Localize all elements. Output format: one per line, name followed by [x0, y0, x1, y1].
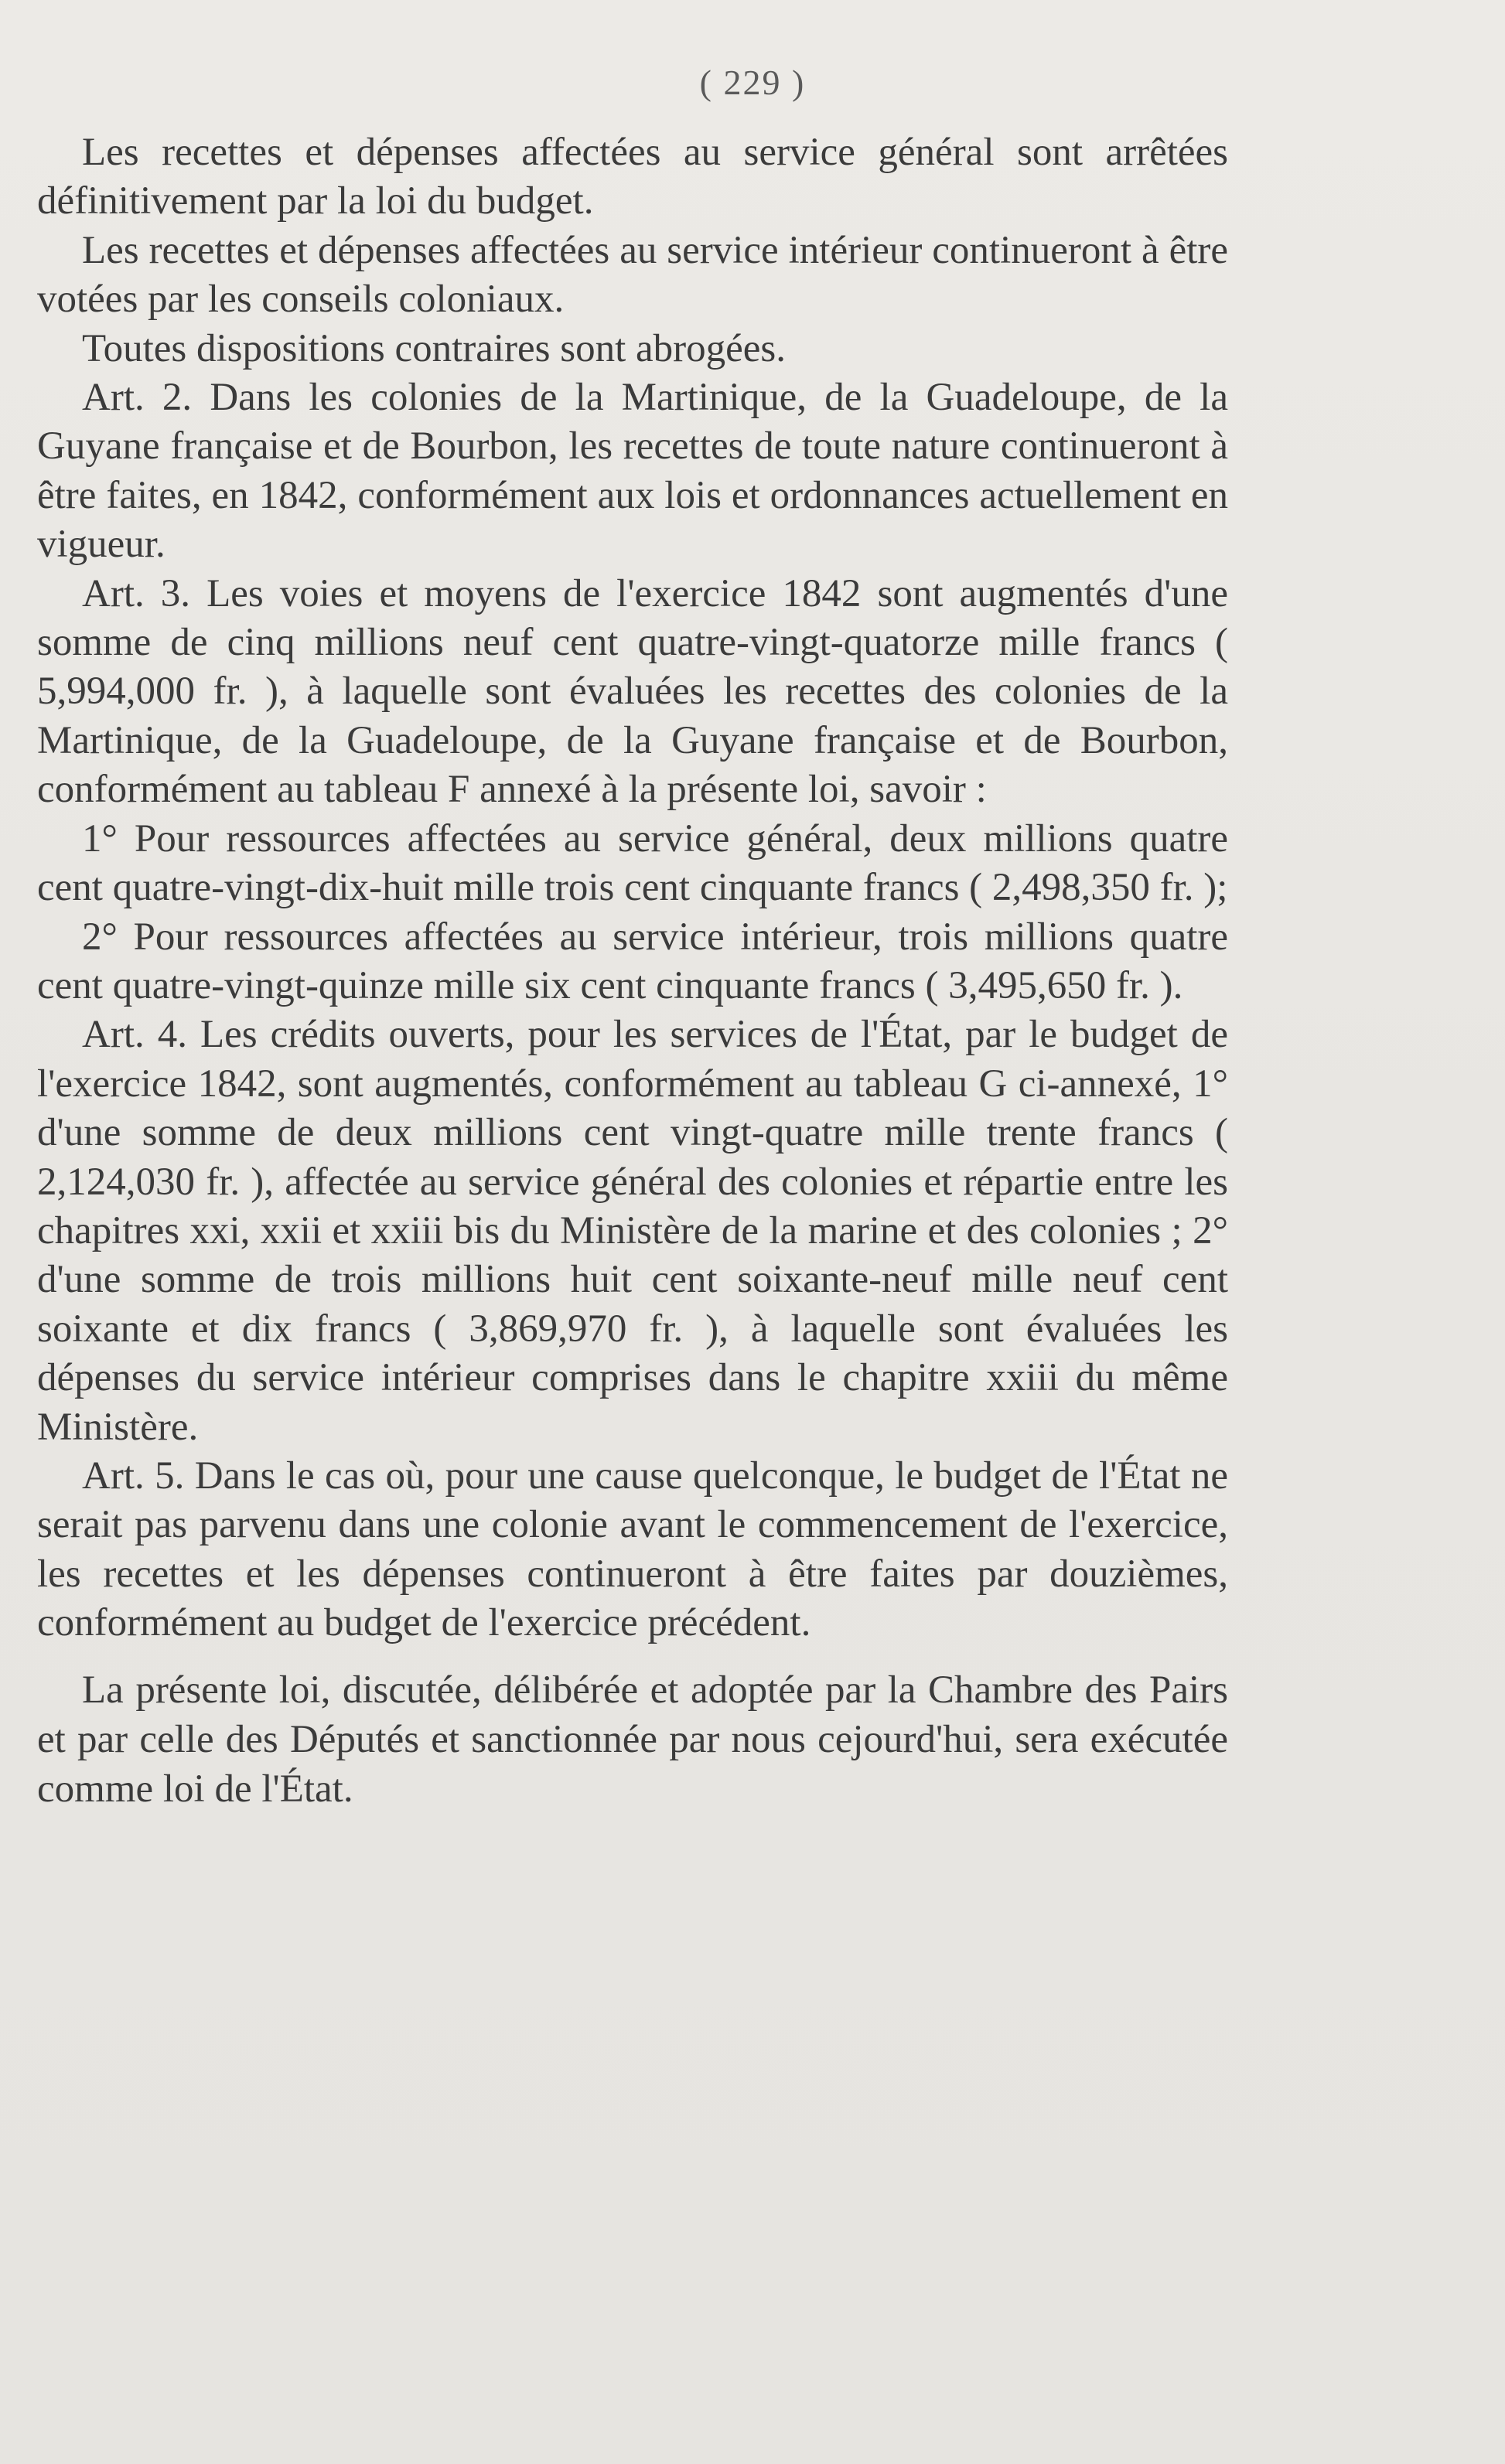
item-service-interieur: 2° Pour ressources affectées au service intérieur, trois millions quatre cent quatre-vingt-quinze mille six cent cinquante francs ( 3,495,650 fr. ).: [37, 915, 1228, 1007]
page-number: ( 229 ): [699, 63, 806, 102]
item-service-general: 1° Pour ressources affectées au service général, deux millions quatre cent quatre-vingt-dix-huit mille trois cent cinquante francs ( 2,498,350 fr. );: [37, 816, 1228, 910]
closing-formula: La présente loi, discutée, délibérée et adoptée par la Chambre des Pairs et par celle des Députés et sanctionnée par nous cejourd'hui, sera exécutée comme loi de l'État.: [37, 1668, 1228, 1811]
article-3: Art. 3. Les voies et moyens de l'exercice 1842 sont augmentés d'une somme de cinq millions neuf cent quatre-vingt-quatorze mille francs ( 5,994,000 fr. ), à laquelle sont évaluées les recettes des colonies de la Martinique, de la Guadeloupe, de la Guyane française et de Bourbon, conformément au tableau F annexé à la présente loi, savoir :: [37, 571, 1228, 812]
paragraph-budget-general: Les recettes et dépenses affectées au service général sont arrêtées définitivement par la loi du budget.: [37, 131, 1228, 223]
paragraph-abrogation: Toutes dispositions contraires sont abrogées.: [82, 326, 787, 370]
article-4: Art. 4. Les crédits ouverts, pour les services de l'État, par le budget de l'exercice 1842, sont augmentés, conformément au tableau G ci-annexé, 1° d'une somme de deux millions cent vingt-quatre mille trente francs ( 2,124,030 fr. ), affectée au service général des colonies et répartie entre les chapitres xxi, xxii et xxiii bis du Ministère de la marine et des colonies ; 2° d'une somme de trois millions huit cent soixante-neuf mille neuf cent soixante et dix francs ( 3,869,970 fr. ), à laquelle sont évaluées les dépenses du service intérieur comprises dans le chapitre xxiii du même Ministère.: [37, 1013, 1228, 1449]
article-2: Art. 2. Dans les colonies de la Martinique, de la Guadeloupe, de la Guyane française et de Bourbon, les recettes de toute nature continueront à être faites, en 1842, conformément aux lois et ordonnances actuellement en vigueur.: [37, 376, 1228, 567]
body-text: [37, 128, 1228, 1814]
article-5: Art. 5. Dans le cas où, pour une cause quelconque, le budget de l'État ne serait pas parvenu dans une colonie avant le commencement de l'exercice, les recettes et les dépenses continueront à être faites par douzièmes, conformément au budget de l'exercice précédent.: [37, 1454, 1228, 1645]
paragraph-budget-interieur: Les recettes et dépenses affectées au service intérieur continueront à être votées par les conseils coloniaux.: [37, 228, 1228, 322]
